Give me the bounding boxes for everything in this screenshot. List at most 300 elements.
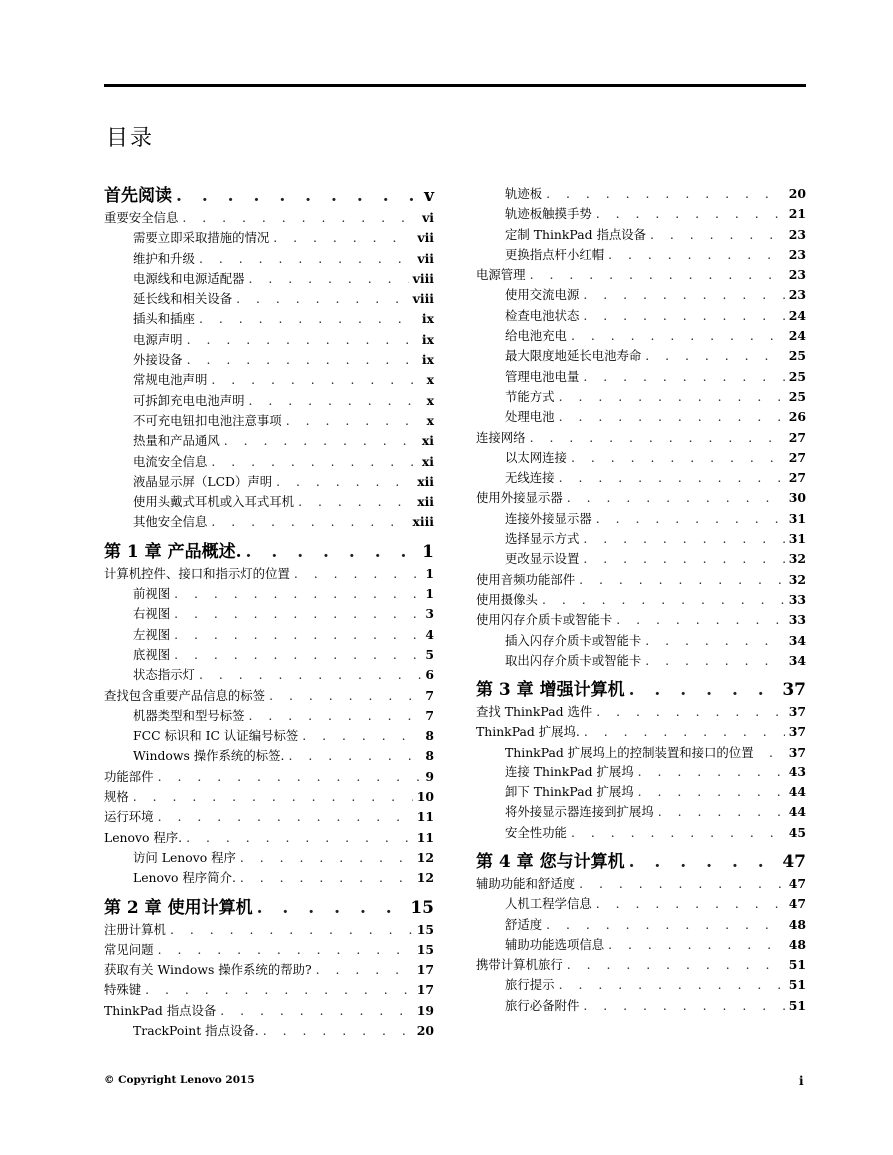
toc-entry[interactable] <box>104 645 434 665</box>
toc-entry-page: 37 <box>782 680 806 701</box>
toc-leader-dots <box>546 915 785 935</box>
toc-entry[interactable] <box>476 651 806 671</box>
toc-entry-page: vii <box>417 250 434 266</box>
toc-leader-dots <box>199 249 413 269</box>
toc-leader-dots <box>246 540 419 564</box>
toc-entry-label: 规格 <box>104 789 129 805</box>
toc-entry-page: 27 <box>788 429 806 445</box>
toc-leader-dots <box>583 367 784 387</box>
toc-entry-label: 人机工程学信息 <box>505 896 592 912</box>
toc-entry-page: 37 <box>788 724 806 740</box>
toc-entry-page: 51 <box>788 957 806 973</box>
toc-entry[interactable] <box>104 706 434 726</box>
toc-entry-label: 处理电池 <box>505 409 555 425</box>
toc-leader-dots <box>182 208 418 228</box>
toc-entry-page: 34 <box>788 632 806 648</box>
toc-entry-label: TrackPoint 指点设备. <box>133 1022 259 1038</box>
toc-entry-page: xi <box>421 453 434 469</box>
toc-entry[interactable] <box>476 529 806 549</box>
toc-entry-page: 48 <box>788 936 806 952</box>
toc-column-left <box>104 184 434 1041</box>
toc-entry[interactable] <box>476 894 806 914</box>
toc-entry-page: 17 <box>416 962 434 978</box>
toc-entry-page: x <box>426 412 434 428</box>
toc-entry-page: vi <box>422 210 434 225</box>
toc-entry-page: 31 <box>788 531 806 547</box>
toc-entry-page: 23 <box>788 246 806 262</box>
toc-leader-dots <box>579 874 785 894</box>
toc-entry-label: 机器类型和型号标签 <box>133 707 245 723</box>
toc-entry[interactable] <box>476 762 806 782</box>
toc-entry-page: 45 <box>788 824 806 840</box>
toc-entry[interactable] <box>104 940 434 960</box>
toc-entry-label: 无线连接 <box>505 470 555 486</box>
toc-entry[interactable] <box>104 228 434 248</box>
toc-entry-page: 33 <box>788 591 806 607</box>
toc-leader-dots <box>288 746 421 766</box>
toc-entry-label: 访问 Lenovo 程序 <box>133 849 236 865</box>
toc-entry[interactable] <box>476 631 806 651</box>
toc-entry[interactable] <box>476 722 806 742</box>
toc-entry-page: 25 <box>788 348 806 364</box>
toc-entry-label: Lenovo 程序简介. <box>133 870 236 886</box>
toc-entry-label: 右视图 <box>133 606 171 622</box>
toc-entry-label: 运行环境 <box>104 809 154 825</box>
toc-entry-page: 37 <box>788 744 806 760</box>
toc-entry-label: 第 4 章 您与计算机 <box>476 851 625 872</box>
toc-leader-dots <box>294 564 422 584</box>
toc-entry-page: 32 <box>788 551 806 567</box>
toc-entry[interactable] <box>104 584 434 604</box>
toc-entry-page: 25 <box>788 368 806 384</box>
toc-leader-dots <box>596 509 785 529</box>
toc-leader-dots <box>199 665 421 685</box>
toc-entry[interactable] <box>104 512 434 532</box>
toc-entry[interactable] <box>476 935 806 955</box>
toc-entry[interactable] <box>104 350 434 370</box>
toc-entry-page: 27 <box>788 470 806 486</box>
toc-entry[interactable] <box>476 488 806 508</box>
toc-leader-dots <box>224 431 418 451</box>
toc-entry-page: 7 <box>425 687 434 703</box>
toc-entry-label: 卸下 ThinkPad 扩展坞 <box>505 784 634 800</box>
toc-entry-label: ThinkPad 扩展坞. <box>476 724 580 740</box>
toc-entry[interactable] <box>476 743 806 762</box>
toc-entry[interactable] <box>104 370 434 390</box>
toc-entry-label: 第 1 章 产品概述. <box>104 541 242 562</box>
toc-entry[interactable] <box>476 823 806 843</box>
toc-column-right <box>476 184 806 1016</box>
toc-entry[interactable] <box>476 996 806 1016</box>
toc-entry-label: 维护和升级 <box>133 250 195 266</box>
toc-entry-label: 查找包含重要产品信息的标签 <box>104 687 266 703</box>
toc-entry[interactable] <box>476 367 806 387</box>
toc-entry-page: 51 <box>788 997 806 1013</box>
toc-entry[interactable] <box>104 1001 434 1021</box>
toc-entry[interactable] <box>104 564 434 584</box>
toc-chapter-entry[interactable] <box>104 896 434 920</box>
toc-leader-dots <box>650 225 785 245</box>
toc-leader-dots <box>298 492 413 512</box>
toc-entry-label: 轨迹板触摸手势 <box>505 206 592 222</box>
toc-entry-label: 使用交流电源 <box>505 287 580 303</box>
toc-chapter-entry[interactable] <box>476 850 806 874</box>
toc-entry-label: 使用外接显示器 <box>476 490 563 506</box>
toc-entry[interactable] <box>104 920 434 940</box>
toc-entry[interactable] <box>104 330 434 350</box>
toc-leader-dots <box>176 184 420 208</box>
toc-leader-dots <box>559 387 785 407</box>
toc-entry-label: 管理电池电量 <box>505 368 580 384</box>
toc-entry-page: xi <box>421 433 434 449</box>
toc-entry-page: viii <box>412 270 434 286</box>
toc-entry-page: 12 <box>416 849 434 865</box>
toc-leader-dots <box>174 584 421 604</box>
toc-leader-dots <box>658 802 785 822</box>
toc-leader-dots <box>596 702 785 722</box>
toc-entry-page: 4 <box>425 626 434 642</box>
toc-entry-label: 更改显示设置 <box>505 551 580 567</box>
toc-entry-page: 32 <box>788 571 806 587</box>
toc-entry-label: 常规电池声明 <box>133 372 208 388</box>
toc-leader-dots <box>579 570 785 590</box>
toc-entry[interactable] <box>476 590 806 610</box>
toc-leader-dots <box>158 767 422 787</box>
toc-entry-label: 其他安全信息 <box>133 514 208 530</box>
toc-entry-page: ix <box>421 331 434 347</box>
toc-leader-dots <box>583 285 784 305</box>
toc-leader-dots <box>186 828 413 848</box>
toc-leader-dots <box>240 868 413 888</box>
toc-entry-page: 47 <box>788 896 806 912</box>
toc-entry[interactable] <box>104 208 434 228</box>
toc-entry-label: 电源线和电源适配器 <box>133 270 245 286</box>
toc-leader-dots <box>583 549 784 569</box>
toc-entry-page: 17 <box>416 982 434 998</box>
toc-leader-dots <box>211 370 422 390</box>
toc-leader-dots <box>170 920 413 940</box>
toc-entry-label: 第 2 章 使用计算机 <box>104 897 253 918</box>
toc-entry-page: 23 <box>788 267 806 283</box>
toc-leader-dots <box>236 289 409 309</box>
toc-entry-page: 48 <box>788 916 806 932</box>
toc-entry-page: 51 <box>788 977 806 993</box>
toc-entry-label: 重要安全信息 <box>104 210 179 225</box>
toc-entry-page: 19 <box>416 1002 434 1018</box>
toc-entry-label: 液晶显示屏（LCD）声明 <box>133 473 273 489</box>
toc-entry-page: 37 <box>788 704 806 720</box>
toc-entry[interactable] <box>104 848 434 868</box>
toc-entry[interactable] <box>104 492 434 512</box>
toc-entry-label: 轨迹板 <box>505 186 543 201</box>
toc-leader-dots <box>220 1001 412 1021</box>
toc-entry-label: 连接网络 <box>476 429 526 445</box>
toc-leader-dots <box>567 488 785 508</box>
toc-entry-page: viii <box>412 291 434 307</box>
toc-leader-dots <box>174 625 421 645</box>
toc-entry-page: 10 <box>416 789 434 805</box>
toc-leader-dots <box>158 940 413 960</box>
toc-entry-page: xiii <box>412 514 434 530</box>
toc-entry[interactable] <box>104 828 434 848</box>
toc-leader-dots <box>645 631 784 651</box>
toc-entry-page: 15 <box>416 941 434 957</box>
toc-leader-dots <box>638 762 785 782</box>
toc-entry-label: 给电池充电 <box>505 328 567 344</box>
toc-entry-page: ix <box>421 352 434 368</box>
toc-chapter-entry[interactable] <box>476 678 806 702</box>
toc-entry[interactable] <box>476 346 806 366</box>
toc-chapter-entry[interactable] <box>104 184 434 208</box>
toc-entry-label: 电源管理 <box>476 267 526 283</box>
toc-entry[interactable] <box>104 746 434 766</box>
toc-entry-label: 插头和插座 <box>133 311 195 327</box>
toc-entry-page: 33 <box>788 612 806 628</box>
toc-entry-page: 9 <box>425 768 434 784</box>
toc-entry-label: 连接 ThinkPad 扩展坞 <box>505 763 634 779</box>
toc-entry-page: xii <box>417 473 434 489</box>
toc-entry-page: 47 <box>788 875 806 891</box>
toc-entry[interactable] <box>104 807 434 827</box>
toc-entry-label: 电流安全信息 <box>133 453 208 469</box>
toc-entry-page: 6 <box>425 667 434 683</box>
toc-entry[interactable] <box>476 570 806 590</box>
toc-entry[interactable] <box>104 472 434 492</box>
toc-entry-page: 23 <box>788 226 806 242</box>
toc-leader-dots <box>559 407 785 427</box>
toc-entry[interactable] <box>104 289 434 309</box>
toc-entry[interactable] <box>476 387 806 407</box>
toc-entry[interactable] <box>476 204 806 224</box>
toc-entry[interactable] <box>476 184 806 204</box>
footer-page-number: i <box>799 1074 804 1088</box>
toc-entry[interactable] <box>104 604 434 624</box>
toc-entry[interactable] <box>104 686 434 706</box>
toc-entry-label: 以太网连接 <box>505 449 567 465</box>
toc-leader-dots <box>276 472 413 492</box>
toc-entry-page: 12 <box>416 870 434 886</box>
toc-leader-dots <box>145 980 413 1000</box>
toc-leader-dots <box>571 823 785 843</box>
toc-entry-page: x <box>426 372 434 388</box>
toc-entry[interactable] <box>104 625 434 645</box>
toc-entry[interactable] <box>104 868 434 888</box>
toc-leader-dots <box>559 975 785 995</box>
toc-entry-page: 47 <box>782 851 806 872</box>
toc-entry[interactable] <box>104 665 434 685</box>
toc-entry[interactable] <box>476 975 806 995</box>
toc-entry-label: 底视图 <box>133 646 171 662</box>
toc-entry-label: 辅助功能选项信息 <box>505 936 605 952</box>
toc-entry-label: ThinkPad 指点设备 <box>104 1002 217 1018</box>
toc-entry[interactable] <box>476 955 806 975</box>
toc-entry-label: 延长线和相关设备 <box>133 291 233 307</box>
toc-entry[interactable] <box>476 225 806 245</box>
toc-entry-page: 24 <box>788 307 806 323</box>
toc-leader-dots <box>596 204 785 224</box>
toc-leader-dots <box>608 245 785 265</box>
toc-entry-page: 23 <box>788 287 806 303</box>
toc-entry-label: 需要立即采取措施的情况 <box>133 230 270 246</box>
toc-leader-dots <box>571 448 785 468</box>
toc-entry[interactable] <box>476 265 806 285</box>
toc-leader-dots <box>645 651 784 671</box>
toc-leader-dots <box>211 452 418 472</box>
toc-entry[interactable] <box>104 269 434 289</box>
toc-entry-page: 27 <box>788 449 806 465</box>
toc-chapter-entry[interactable] <box>104 540 434 564</box>
toc-entry[interactable] <box>104 249 434 269</box>
toc-entry-page: 24 <box>788 328 806 344</box>
toc-entry-page: 26 <box>788 409 806 425</box>
toc-entry[interactable] <box>476 509 806 529</box>
toc-leader-dots <box>583 529 784 549</box>
toc-entry-label: Lenovo 程序. <box>104 829 183 845</box>
toc-leader-dots <box>769 744 785 761</box>
toc-entry-page: 20 <box>416 1022 434 1038</box>
toc-leader-dots <box>608 935 785 955</box>
toc-entry[interactable] <box>476 407 806 427</box>
toc-entry-label: 将外接显示器连接到扩展坞 <box>505 804 654 820</box>
toc-entry-label: Windows 操作系统的标签. <box>133 748 285 764</box>
toc-leader-dots <box>187 350 418 370</box>
toc-entry[interactable] <box>476 874 806 894</box>
toc-entry-page: 7 <box>425 707 434 723</box>
toc-entry[interactable] <box>476 702 806 722</box>
toc-entry-label: 舒适度 <box>505 916 543 932</box>
header-rule <box>104 84 806 87</box>
toc-entry-label: 安全性功能 <box>505 824 567 840</box>
toc-leader-dots <box>158 807 413 827</box>
toc-leader-dots <box>211 512 408 532</box>
toc-entry[interactable] <box>476 428 806 448</box>
toc-entry-label: 取出闪存介质卡或智能卡 <box>505 652 642 668</box>
toc-entry[interactable] <box>104 309 434 329</box>
toc-entry-label: 状态指示灯 <box>133 667 195 683</box>
toc-leader-dots <box>286 411 423 431</box>
toc-leader-dots <box>542 590 785 610</box>
toc-entry-page: 25 <box>788 388 806 404</box>
toc-entry-label: 计算机控件、接口和指示灯的位置 <box>104 565 290 581</box>
toc-entry[interactable] <box>476 802 806 822</box>
toc-entry[interactable] <box>476 610 806 630</box>
toc-entry-page: xii <box>417 494 434 510</box>
toc-entry-label: 节能方式 <box>505 388 555 404</box>
toc-entry-page: 5 <box>425 646 434 662</box>
toc-entry[interactable] <box>104 767 434 787</box>
toc-entry-page: vii <box>417 230 434 246</box>
toc-entry-label: 携带计算机旅行 <box>476 957 563 973</box>
toc-entry-label: 热量和产品通风 <box>133 433 220 449</box>
toc-leader-dots <box>583 996 784 1016</box>
toc-entry[interactable] <box>476 782 806 802</box>
toc-entry-page: 8 <box>425 748 434 764</box>
toc-entry-label: 更换指点杆小红帽 <box>505 246 605 262</box>
toc-entry[interactable] <box>104 391 434 411</box>
toc-entry-label: 电源声明 <box>133 331 183 347</box>
toc-entry[interactable] <box>476 285 806 305</box>
toc-entry-page: 34 <box>788 652 806 668</box>
toc-entry[interactable] <box>104 980 434 1000</box>
toc-entry-page: 20 <box>788 186 806 201</box>
toc-entry[interactable] <box>476 448 806 468</box>
toc-entry[interactable] <box>104 726 434 746</box>
toc-entry-label: ThinkPad 扩展坞上的控制装置和接口的位置 <box>505 744 754 760</box>
toc-entry-label: 定制 ThinkPad 指点设备 <box>505 226 647 242</box>
toc-entry-page: 44 <box>788 804 806 820</box>
toc-entry-page: x <box>426 392 434 408</box>
toc-entry-label: 检查电池状态 <box>505 307 580 323</box>
toc-entry-label: 使用摄像头 <box>476 591 538 607</box>
toc-leader-dots <box>571 326 785 346</box>
toc-leader-dots <box>567 955 785 975</box>
toc-entry[interactable] <box>476 549 806 569</box>
toc-entry-label: 功能部件 <box>104 768 154 784</box>
toc-entry-page: ix <box>421 311 434 327</box>
toc-entry-label: 不可充电钮扣电池注意事项 <box>133 412 282 428</box>
toc-entry[interactable] <box>104 787 434 807</box>
toc-entry-label: 左视图 <box>133 626 171 642</box>
toc-leader-dots <box>199 309 418 329</box>
toc-entry[interactable] <box>104 1021 434 1041</box>
toc-entry[interactable] <box>104 452 434 472</box>
toc-entry[interactable] <box>476 245 806 265</box>
toc-entry-label: 连接外接显示器 <box>505 510 592 526</box>
toc-leader-dots <box>263 1021 413 1041</box>
toc-leader-dots <box>249 706 422 726</box>
toc-entry-label: 特殊键 <box>104 982 142 998</box>
toc-entry-label: FCC 标识和 IC 认证编号标签 <box>133 728 299 744</box>
toc-entry[interactable] <box>476 306 806 326</box>
toc-leader-dots <box>546 184 785 204</box>
toc-entry[interactable] <box>104 960 434 980</box>
toc-entry-page: v <box>424 186 434 206</box>
toc-entry-label: 常见问题 <box>104 941 154 957</box>
toc-leader-dots <box>583 306 784 326</box>
toc-entry-label: 可拆卸充电电池声明 <box>133 392 245 408</box>
toc-leader-dots <box>645 346 784 366</box>
toc-entry-label: 旅行提示 <box>505 977 555 993</box>
toc-entry-label: 使用头戴式耳机或入耳式耳机 <box>133 494 295 510</box>
toc-entry-label: 外接设备 <box>133 352 183 368</box>
toc-entry[interactable] <box>476 915 806 935</box>
toc-entry-page: 31 <box>788 510 806 526</box>
toc-leader-dots <box>638 782 785 802</box>
toc-entry-label: 选择显示方式 <box>505 531 580 547</box>
toc-entry-page: 43 <box>788 763 806 779</box>
toc-entry[interactable] <box>476 326 806 346</box>
toc-entry[interactable] <box>476 468 806 488</box>
toc-leader-dots <box>187 330 418 350</box>
toc-entry-label: 注册计算机 <box>104 921 166 937</box>
toc-leader-dots <box>273 228 413 248</box>
toc-leader-dots <box>596 894 785 914</box>
toc-entry-label: 获取有关 Windows 操作系统的帮助? <box>104 962 312 978</box>
toc-entry[interactable] <box>104 411 434 431</box>
toc-entry-page: 1 <box>425 565 434 581</box>
toc-leader-dots <box>249 269 409 289</box>
toc-entry-page: 15 <box>416 921 434 937</box>
toc-entry[interactable] <box>104 431 434 451</box>
page-title: 目录 <box>106 126 155 151</box>
toc-leader-dots <box>559 468 785 488</box>
toc-leader-dots <box>240 848 413 868</box>
toc-leader-dots <box>616 610 784 630</box>
toc-entry-label: 最大限度地延长电池寿命 <box>505 348 642 364</box>
toc-entry-page: 21 <box>788 206 806 222</box>
toc-entry-page: 8 <box>425 728 434 744</box>
toc-entry-label: 辅助功能和舒适度 <box>476 875 576 891</box>
